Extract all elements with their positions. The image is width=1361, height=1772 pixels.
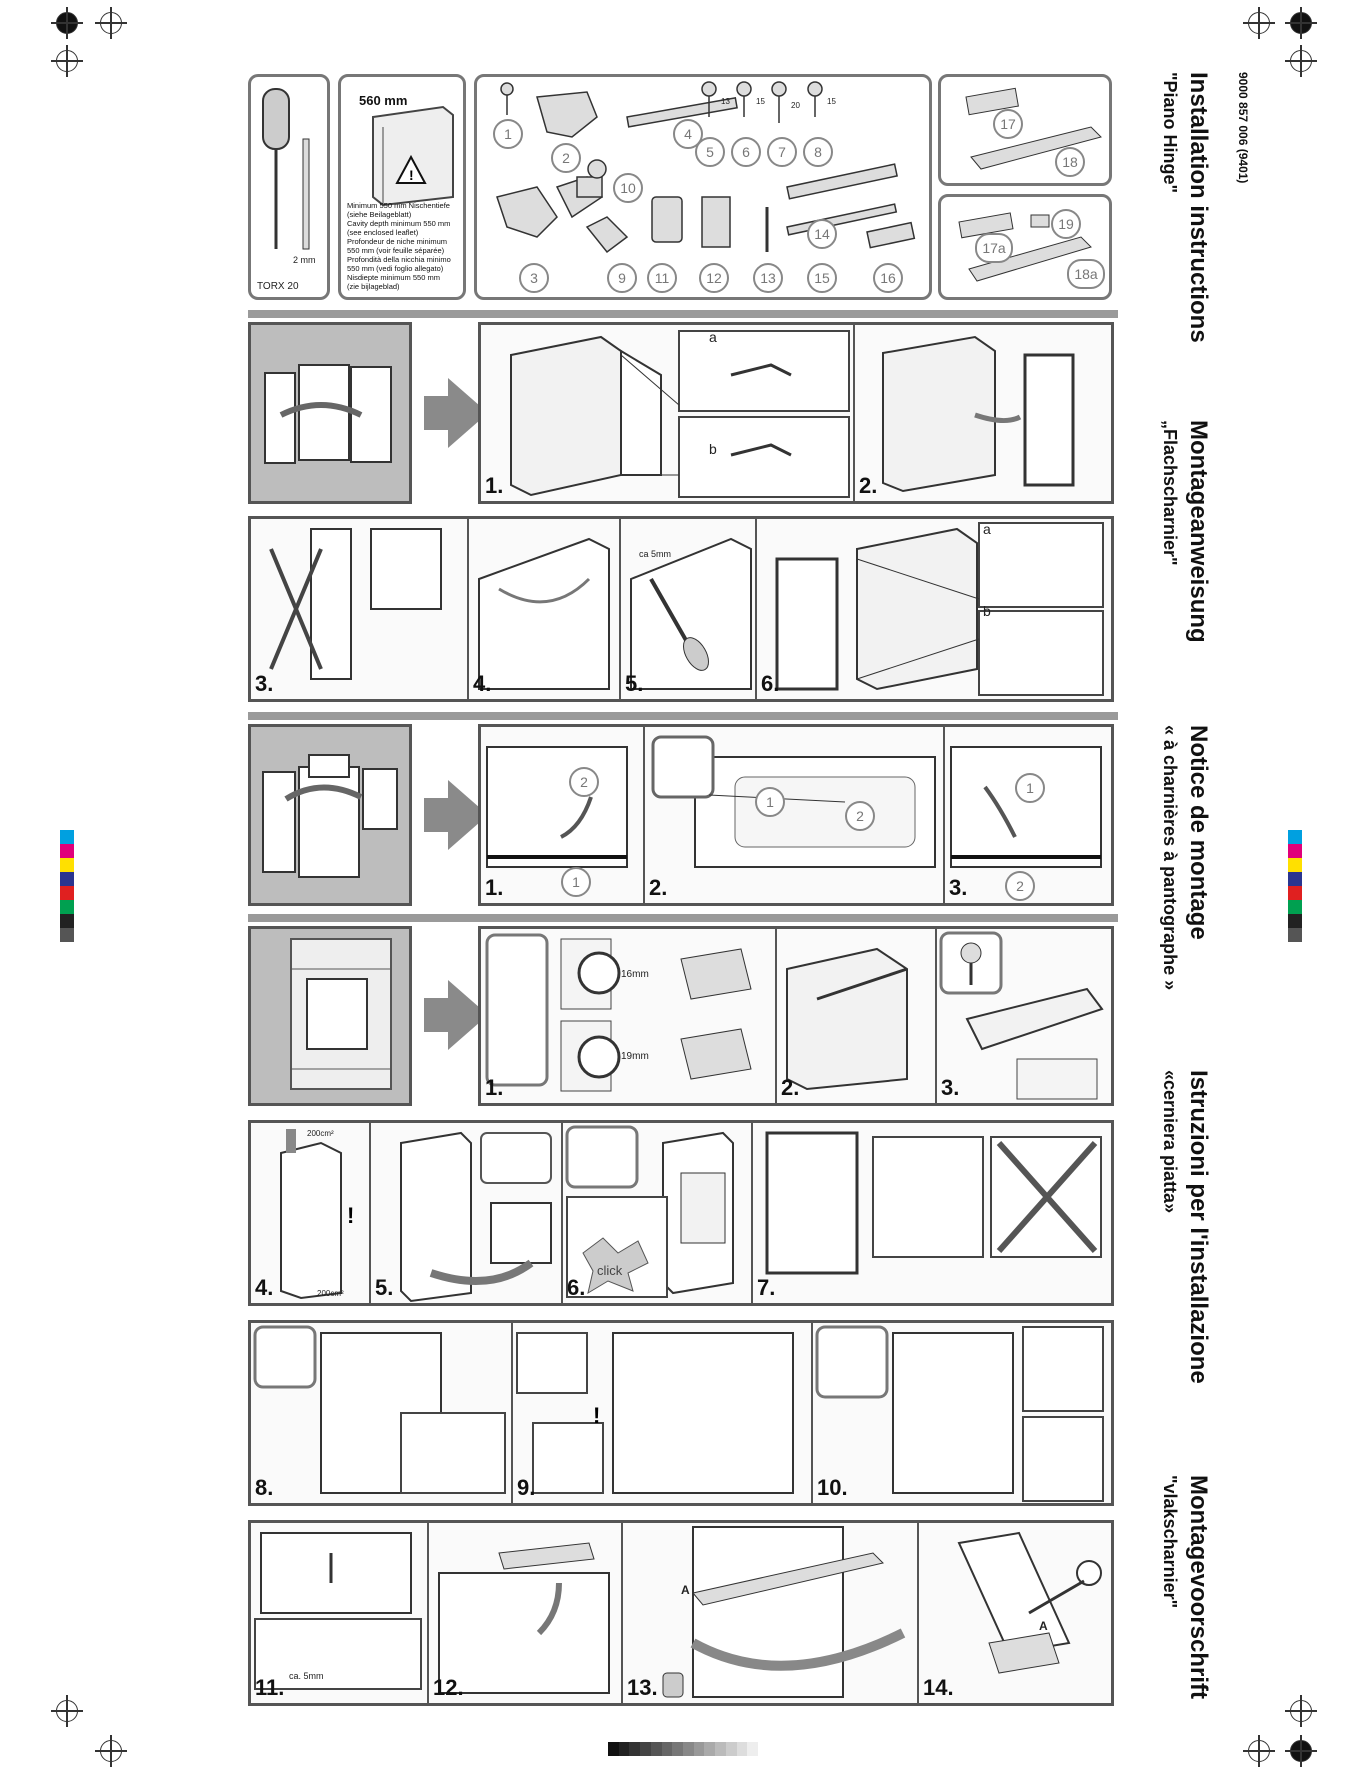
screw-length: 13 [721, 97, 730, 106]
step-number: 3. [941, 1075, 960, 1100]
arrow-icon [424, 798, 449, 832]
niche-note: (siehe Beilageblatt) [347, 210, 412, 219]
point-label-A: A [1039, 1619, 1048, 1633]
arrow-icon [424, 998, 449, 1032]
title-nl: Montagevoorschrift [1185, 1475, 1212, 1700]
registration-mark [1248, 12, 1270, 34]
svg-text:!: ! [347, 1203, 355, 1228]
sub-label-a: a [983, 521, 991, 537]
step-number: 2. [781, 1075, 800, 1100]
part-number: 8 [803, 137, 833, 167]
screwdriver-icon [251, 79, 327, 279]
section2-steps [248, 516, 1114, 702]
screw-length: 15 [756, 97, 765, 106]
subtitle-de: „Flachscharnier" [1160, 420, 1180, 566]
step-number: 3. [255, 671, 274, 696]
part-number: 15 [807, 263, 837, 293]
part-number: 14 [807, 219, 837, 249]
svg-text:!: ! [593, 1403, 601, 1428]
subtitle-fr: « à charnières à pantographe » [1160, 725, 1180, 991]
sub-label-b: b [709, 441, 717, 457]
door-align-illustration [513, 1323, 809, 1505]
niche-note: Minimum 550 mm Nischentiefe [347, 201, 450, 210]
title-it: Istruzioni per l'installazione [1185, 1070, 1212, 1384]
sub-label-b: b [983, 603, 991, 619]
registration-mark [56, 50, 78, 72]
measurement-16mm: 16mm [621, 969, 649, 980]
part-number: 2 [551, 143, 581, 173]
torx-label: TORX 20 [257, 281, 299, 292]
step-number: 11. [255, 1675, 285, 1700]
section3-steps [478, 724, 1114, 906]
document-code: 9000 857 006 (9401) [1236, 72, 1250, 184]
overview-flap-reversal [248, 724, 412, 906]
step-number: 7. [757, 1275, 776, 1300]
part-number: 16 [873, 263, 903, 293]
slide-rail-illustration [623, 1523, 915, 1705]
cover-cap-illustration [813, 1323, 1107, 1505]
step-number: 5. [625, 671, 644, 696]
step-number: 12. [433, 1675, 464, 1700]
callout-number: 1 [1015, 773, 1045, 803]
title-fr: Notice de montage [1185, 725, 1212, 940]
niche-note: Profondeur de niche minimum [347, 237, 448, 246]
fridge-hinge-removal-illustration [481, 325, 851, 503]
part-number: 4 [673, 119, 703, 149]
registration-mark [100, 12, 122, 34]
part-number: 7 [767, 137, 797, 167]
niche-depth-label: 560 mm [359, 93, 408, 108]
fridge-flap-icon [251, 727, 409, 903]
door-removed-illustration [855, 325, 1107, 503]
bracket-adjust-illustration [481, 929, 773, 1105]
step-number: 5. [375, 1275, 394, 1300]
screw-fix-illustration [937, 929, 1107, 1105]
subtitle-en: "Piano Hinge" [1160, 72, 1180, 194]
hinge-alignment-illustration [753, 1123, 1107, 1305]
screw-length: 15 [827, 97, 836, 106]
step-number: 14. [923, 1675, 954, 1700]
fridge-bracket-mount-illustration [777, 929, 933, 1105]
step-number: 8. [255, 1475, 274, 1500]
section-divider [248, 712, 1118, 720]
section7-steps [248, 1520, 1114, 1706]
step-number: 6. [567, 1275, 586, 1300]
section4-steps [478, 926, 1114, 1106]
door-hinge-screw-illustration [251, 1323, 509, 1505]
tools-panel [248, 74, 330, 300]
sub-label-a: a [709, 329, 717, 345]
part-number: 17 [993, 109, 1023, 139]
door-refit-illustration [757, 519, 1107, 701]
niche-note: (zie bijlageblad) [347, 282, 400, 291]
step-number: 1. [485, 875, 504, 900]
callout-number: 1 [755, 787, 785, 817]
cover-parts-panel-2 [938, 194, 1112, 300]
title-de: Montageanweisung [1185, 420, 1212, 643]
cover-parts-panel-1 [938, 74, 1112, 186]
gap-measurement: ca. 5mm [289, 1671, 324, 1681]
drill-size-label: 2 mm [293, 255, 316, 265]
part-number: 10 [613, 173, 643, 203]
registration-mark [56, 1700, 78, 1722]
gap-measurement: ca 5mm [639, 549, 672, 559]
click-fix-illustration [563, 1123, 749, 1305]
vent-area-label: 200cm² [307, 1129, 334, 1138]
parts-panel [474, 74, 932, 300]
click-label: click [597, 1263, 623, 1278]
overview-door-reversal [248, 322, 412, 504]
step-number: 13. [627, 1675, 658, 1700]
section1-steps [478, 322, 1114, 504]
step-number: 1. [485, 1075, 504, 1100]
point-label-A: A [681, 1583, 690, 1597]
cabinet-icon [251, 929, 409, 1103]
grey-scale-bar [608, 1742, 758, 1756]
registration-mark-bottom-right [1290, 1740, 1312, 1762]
niche-note: Cavity depth minimum 550 mm [347, 219, 451, 228]
niche-note: (see enclosed leaflet) [347, 228, 419, 237]
callout-number: 2 [845, 801, 875, 831]
step-number: 6. [761, 671, 780, 696]
vent-area-label: 200cm² [317, 1289, 344, 1298]
svg-text:!: ! [409, 167, 414, 183]
section5-steps [248, 1120, 1114, 1306]
slide-in-illustration [371, 1123, 559, 1305]
part-number: 17a [975, 233, 1013, 263]
part-number: 11 [647, 263, 677, 293]
subtitle-it: «cerniera piatta» [1160, 1070, 1180, 1214]
part-number: 19 [1051, 209, 1081, 239]
measurement-19mm: 19mm [621, 1051, 649, 1062]
subtitle-nl: "vlakscharnier" [1160, 1475, 1180, 1609]
parts-illustration [477, 77, 929, 297]
part-number: 13 [753, 263, 783, 293]
niche-note: Nisdiepte minimum 550 mm [347, 273, 440, 282]
callout-number: 2 [1005, 871, 1035, 901]
part-number: 18 [1055, 147, 1085, 177]
registration-mark-top-right [1290, 12, 1312, 34]
overview-cabinet-install [248, 926, 412, 1106]
registration-mark [100, 1740, 122, 1762]
registration-mark [1290, 1700, 1312, 1722]
niche-note: 550 mm (vedi foglio allegato) [347, 264, 444, 273]
step-number: 2. [859, 473, 878, 498]
screw-length: 20 [791, 101, 800, 110]
part-number: 12 [699, 263, 729, 293]
part-number: 3 [519, 263, 549, 293]
registration-mark-top-left [56, 12, 78, 34]
arrow-icon [424, 396, 449, 430]
registration-mark [1290, 50, 1312, 72]
part-number: 5 [695, 137, 725, 167]
part-number: 6 [731, 137, 761, 167]
section6-steps [248, 1320, 1114, 1506]
step-number: 10. [817, 1475, 848, 1500]
callout-number: 2 [569, 767, 599, 797]
title-en: Installation instructions [1185, 72, 1212, 343]
fridge-door-icon [251, 325, 409, 501]
registration-mark [1248, 1740, 1270, 1762]
step-number: 2. [649, 875, 668, 900]
part-number: 1 [493, 119, 523, 149]
step-number: 3. [949, 875, 968, 900]
part-number: 9 [607, 263, 637, 293]
niche-note: 550 mm (voir feuille séparée) [347, 246, 445, 255]
section-divider [248, 310, 1118, 318]
hinge-swap-illustration [251, 519, 465, 701]
step-number: 4. [473, 671, 492, 696]
niche-panel [338, 74, 466, 300]
flap-pin-illustration [645, 727, 941, 905]
niche-note: Profondità della nicchia minimo [347, 255, 451, 264]
step-number: 4. [255, 1275, 274, 1300]
callout-number: 1 [561, 867, 591, 897]
niche-cabinet-icon [343, 87, 463, 207]
part-number: 18a [1067, 259, 1105, 289]
step-number: 1. [485, 473, 504, 498]
section-divider [248, 914, 1118, 922]
step-number: 9. [517, 1475, 536, 1500]
